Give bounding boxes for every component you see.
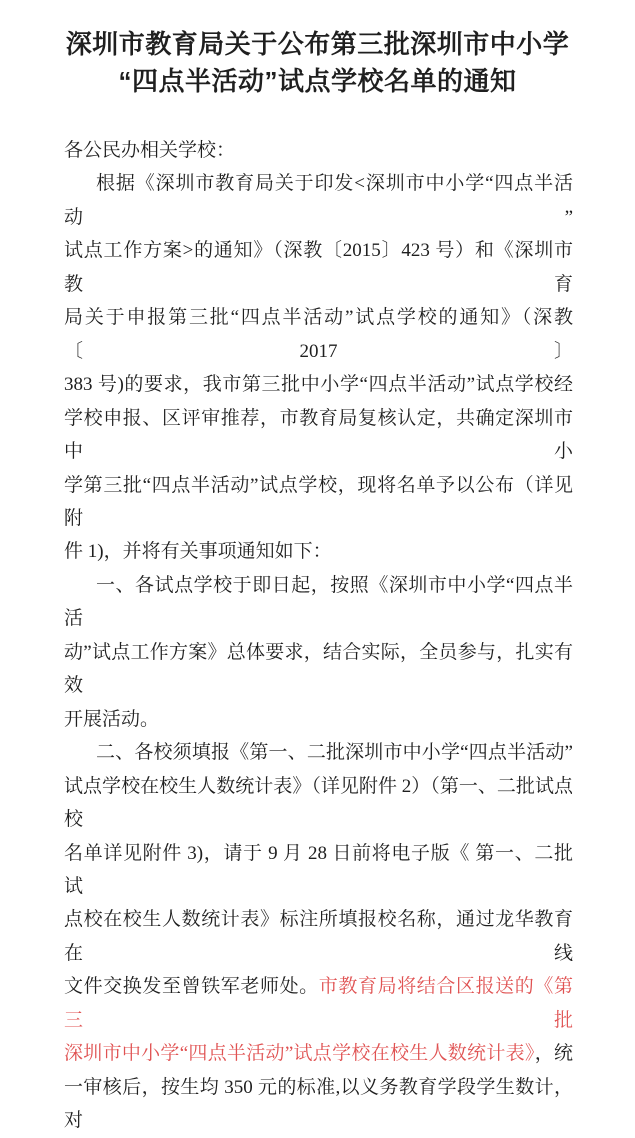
body-line-16-black-segment: 文件交换发至曾铁军老师处。: [64, 976, 319, 998]
body-line-07: 学第三批“四点半活动”试点学校，现将名单予以公布（详见附: [64, 474, 573, 529]
body-line-03: 试点工作方案>的通知》（深教〔2015〕423 号）和《深圳市教育: [64, 240, 573, 295]
body-line-09: 一、各试点学校于即日起，按照《深圳市中小学“四点半活: [64, 574, 573, 630]
body-line-05: 383 号)的要求，我市第三批中小学“四点半活动”试点学校经: [64, 374, 573, 396]
document-title-line-1: 深圳市教育局关于公布第三批深圳市中小学: [65, 29, 570, 59]
document-body: [64, 134, 573, 1138]
body-line-08: 件 1)，并将有关事项通知如下：: [64, 541, 332, 563]
body-line-12: 二、各校须填报《第一、二批深圳市中小学“四点半活动”: [96, 742, 573, 764]
body-line-16-red-segment: 市教育局将结合区报送的《第三批: [64, 976, 573, 1031]
body-line-11: 开展活动。: [64, 708, 160, 730]
body-line-14: 名单详见附件 3)，请于 9 月 28 日前将电子版《 第一、二批试: [64, 842, 573, 897]
body-line-17: [64, 1037, 573, 1070]
body-line-15: 点校在校生人数统计表》标注所填报校名称，通过龙华教育在线: [64, 909, 573, 964]
salutation-line: 各公民办相关学校：: [64, 140, 236, 161]
body-line-17-black-segment: ，统: [534, 1043, 573, 1065]
body-line-10: 动”试点工作方案》总体要求，结合实际，全员参与，扎实有效: [64, 641, 573, 697]
body-line-02: 根据《深圳市教育局关于印发<深圳市中小学“四点半活动”: [64, 173, 573, 228]
body-line-18: 一审核后，按生均 350 元的标准,以义务教育学段学生数计，对: [64, 1076, 573, 1132]
body-line-13: 试点学校在校生人数统计表》（详见附件 2）（第一、二批试点校: [64, 775, 573, 831]
body-line-17-red-segment: 深圳市中小学“四点半活动”试点学校在校生人数统计表》: [64, 1043, 535, 1065]
document-title: [0, 26, 635, 100]
document-title-line-2: “四点半活动”试点学校名单的通知: [118, 66, 517, 96]
body-line-04: 局关于申报第三批“四点半活动”试点学校的通知》（深教〔2017〕: [64, 307, 573, 362]
body-line-06: 学校申报、区评审推荐，市教育局复核认定，共确定深圳市中小: [64, 407, 573, 463]
body-line-16: [64, 970, 573, 1037]
